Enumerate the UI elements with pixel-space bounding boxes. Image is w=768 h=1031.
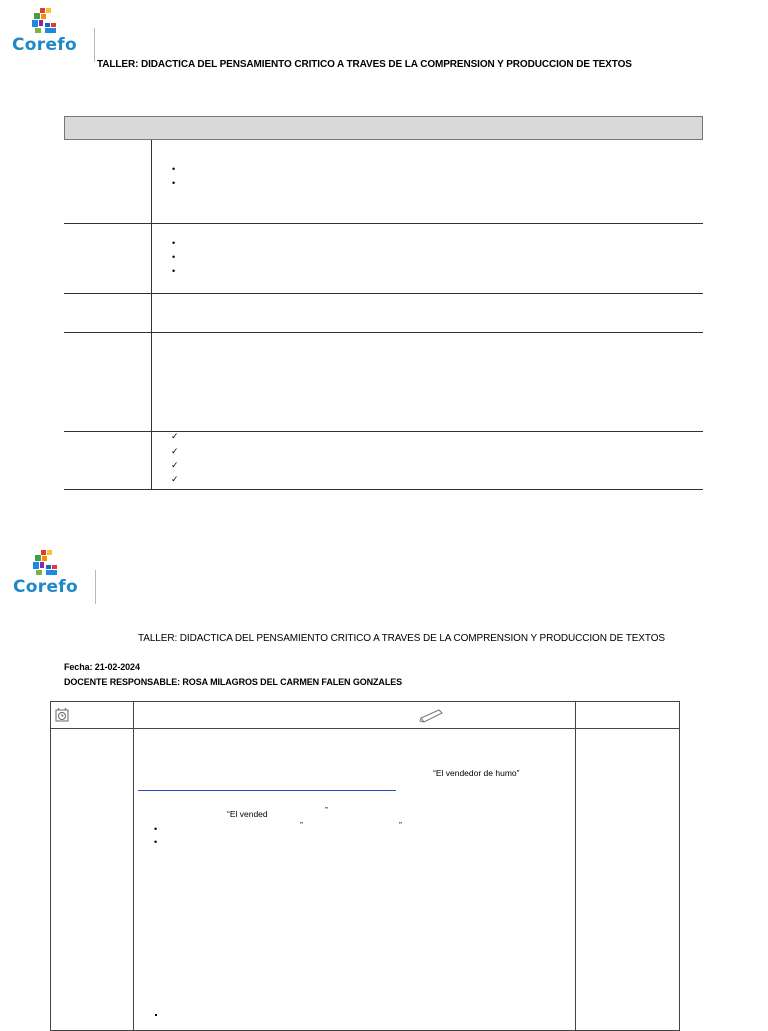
quote-mark: ” bbox=[300, 820, 303, 830]
table-row-divider bbox=[64, 293, 703, 294]
docente-line: DOCENTE RESPONSABLE: ROSA MILAGROS DEL CARMEN FALEN GONZALES bbox=[64, 677, 403, 687]
list-bullet: • bbox=[172, 238, 176, 248]
logo-text: Corefo bbox=[13, 577, 78, 597]
list-bullet: • bbox=[172, 252, 176, 262]
table-row-divider bbox=[64, 223, 703, 224]
page-title: TALLER: DIDACTICA DEL PENSAMIENTO CRITICO A TRAVES DE LA COMPRENSION Y PRODUCCION DE TEXTOS bbox=[138, 633, 665, 644]
corefo-logo bbox=[12, 8, 102, 64]
list-bullet: • bbox=[172, 164, 176, 174]
small-dot bbox=[155, 1014, 157, 1016]
logo-divider bbox=[95, 570, 96, 604]
check-icon: ✓ bbox=[171, 461, 179, 471]
table-header bbox=[64, 116, 703, 140]
schedule-table bbox=[50, 701, 680, 1031]
check-icon: ✓ bbox=[171, 475, 179, 485]
table-column-divider bbox=[133, 701, 134, 1031]
page-title: TALLER: DIDACTICA DEL PENSAMIENTO CRITICO A TRAVES DE LA COMPRENSION Y PRODUCCION DE TEXTOS bbox=[97, 59, 632, 70]
hyperlink-underline[interactable] bbox=[138, 790, 396, 791]
table-row-divider bbox=[64, 332, 703, 333]
fecha-line: Fecha: 21-02-2024 bbox=[64, 662, 140, 672]
check-icon: ✓ bbox=[171, 447, 179, 457]
logo-text: Corefo bbox=[12, 35, 77, 55]
quote-mark: ” bbox=[325, 805, 328, 815]
list-bullet: • bbox=[154, 837, 158, 847]
quote-mark: ” bbox=[399, 820, 402, 830]
list-bullet: • bbox=[172, 178, 176, 188]
corefo-logo-mark bbox=[30, 8, 60, 38]
quote-title: “El vendedor de humo” bbox=[433, 768, 520, 778]
clock-icon bbox=[54, 707, 70, 723]
table-header-divider bbox=[50, 728, 680, 729]
table-bottom-border bbox=[64, 489, 703, 490]
logo-divider bbox=[94, 28, 95, 62]
pencil-icon bbox=[418, 709, 444, 723]
check-icon: ✓ bbox=[171, 432, 179, 442]
table-column-divider bbox=[575, 701, 576, 1031]
list-bullet: • bbox=[172, 266, 176, 276]
list-bullet: • bbox=[154, 824, 158, 834]
table-row-divider bbox=[64, 431, 703, 432]
quote-fragment: “El vended bbox=[227, 809, 268, 819]
corefo-logo-mark bbox=[31, 550, 61, 580]
corefo-logo bbox=[13, 550, 103, 606]
table-column-divider bbox=[151, 140, 152, 490]
